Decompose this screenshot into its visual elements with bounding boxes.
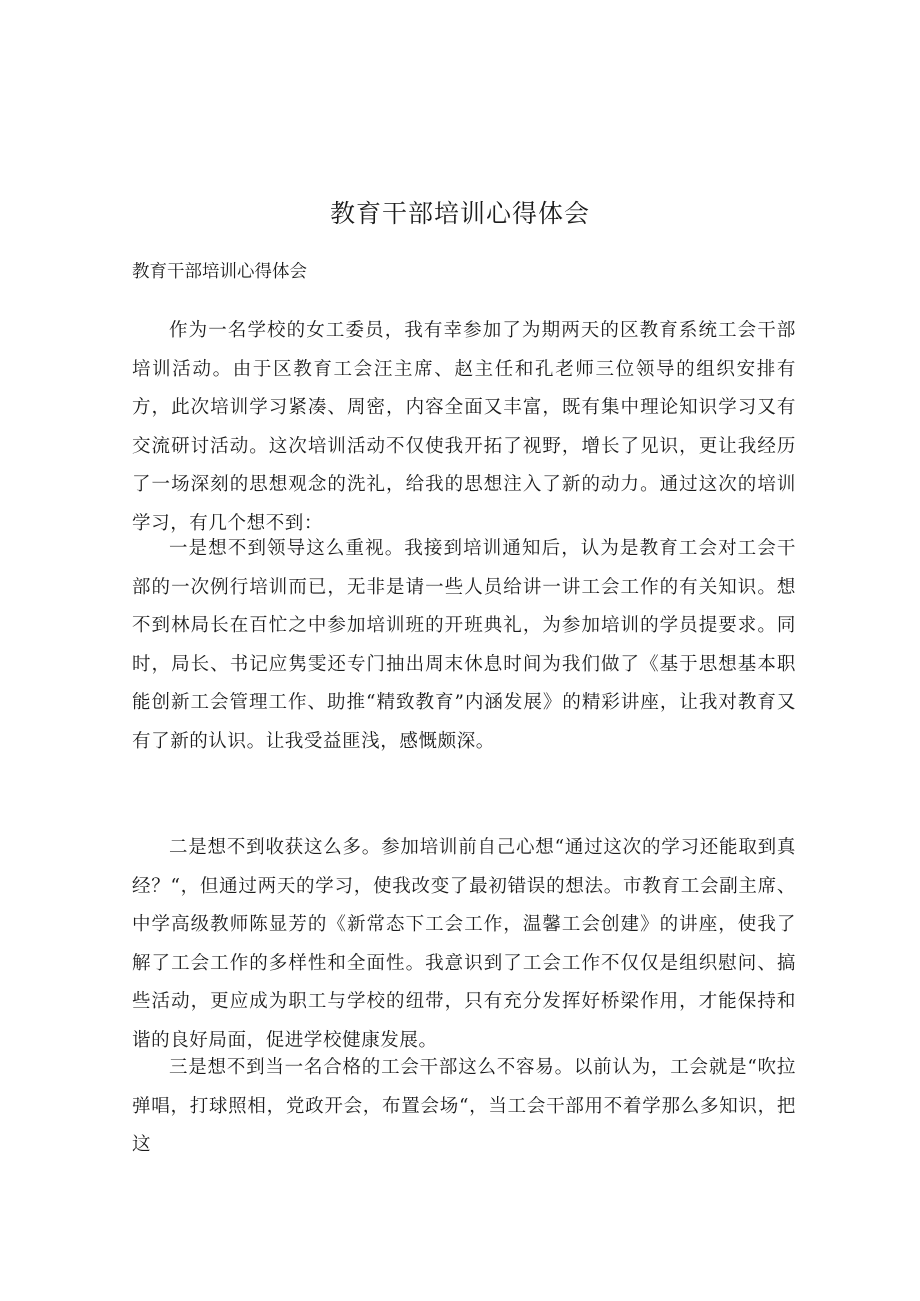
document-title: 教育干部培训心得体会 [329,199,590,228]
document-subtitle: 教育干部培训心得体会 [132,262,307,282]
paragraph-point-one: 一是想不到领导这么重视。我接到培训通知后，认为是教育工会对工会干部的一次例行培训而已，无非是请一些人员给讲一讲工会工作的有关知识。想不到林局长在百忙之中参加培训班的开班典礼，为参加培训的学员提要求。同时，局长、书记应隽雯还专门抽出周末休息时间为我们做了《基于思想基本职能创新工会管理工作、助推“精致教育”内涵发展》的精彩讲座，让我对教育又有了新的认识。让我受益匪浅，感慨颇深。 [132,538,796,752]
paragraph-point-three: 三是想不到当一名合格的工会干部这么不容易。以前认为，工会就是“吹拉弹唱，打球照相，党政开会，布置会场“，当工会干部用不着学那么多知识，把这 [132,1057,796,1156]
paragraph-point-two: 二是想不到收获这么多。参加培训前自己心想“通过这次的学习还能取到真经？“，但通过两天的学习，使我改变了最初错误的想法。市教育工会副主席、中学高级教师陈显芳的《新常态下工会工作，温馨工会创建》的讲座，使我了解了工会工作的多样性和全面性。我意识到了工会工作不仅仅是组织慰问、搞些活动，更应成为职工与学校的纽带，只有充分发挥好桥梁作用，才能保持和谐的良好局面，促进学校健康发展。 [132,837,796,1051]
paragraph-intro: 作为一名学校的女工委员，我有幸参加了为期两天的区教育系统工会干部培训活动。由于区教育工会汪主席、赵主任和孔老师三位领导的组织安排有方，此次培训学习紧凑、周密，内容全面又丰富，既有集中理论知识学习又有交流研讨活动。这次培训活动不仅使我开拓了视野，增长了见识，更让我经历了一场深刻的思想观念的洗礼，给我的思想注入了新的动力。通过这次的培训学习，有几个想不到： [132,320,796,534]
